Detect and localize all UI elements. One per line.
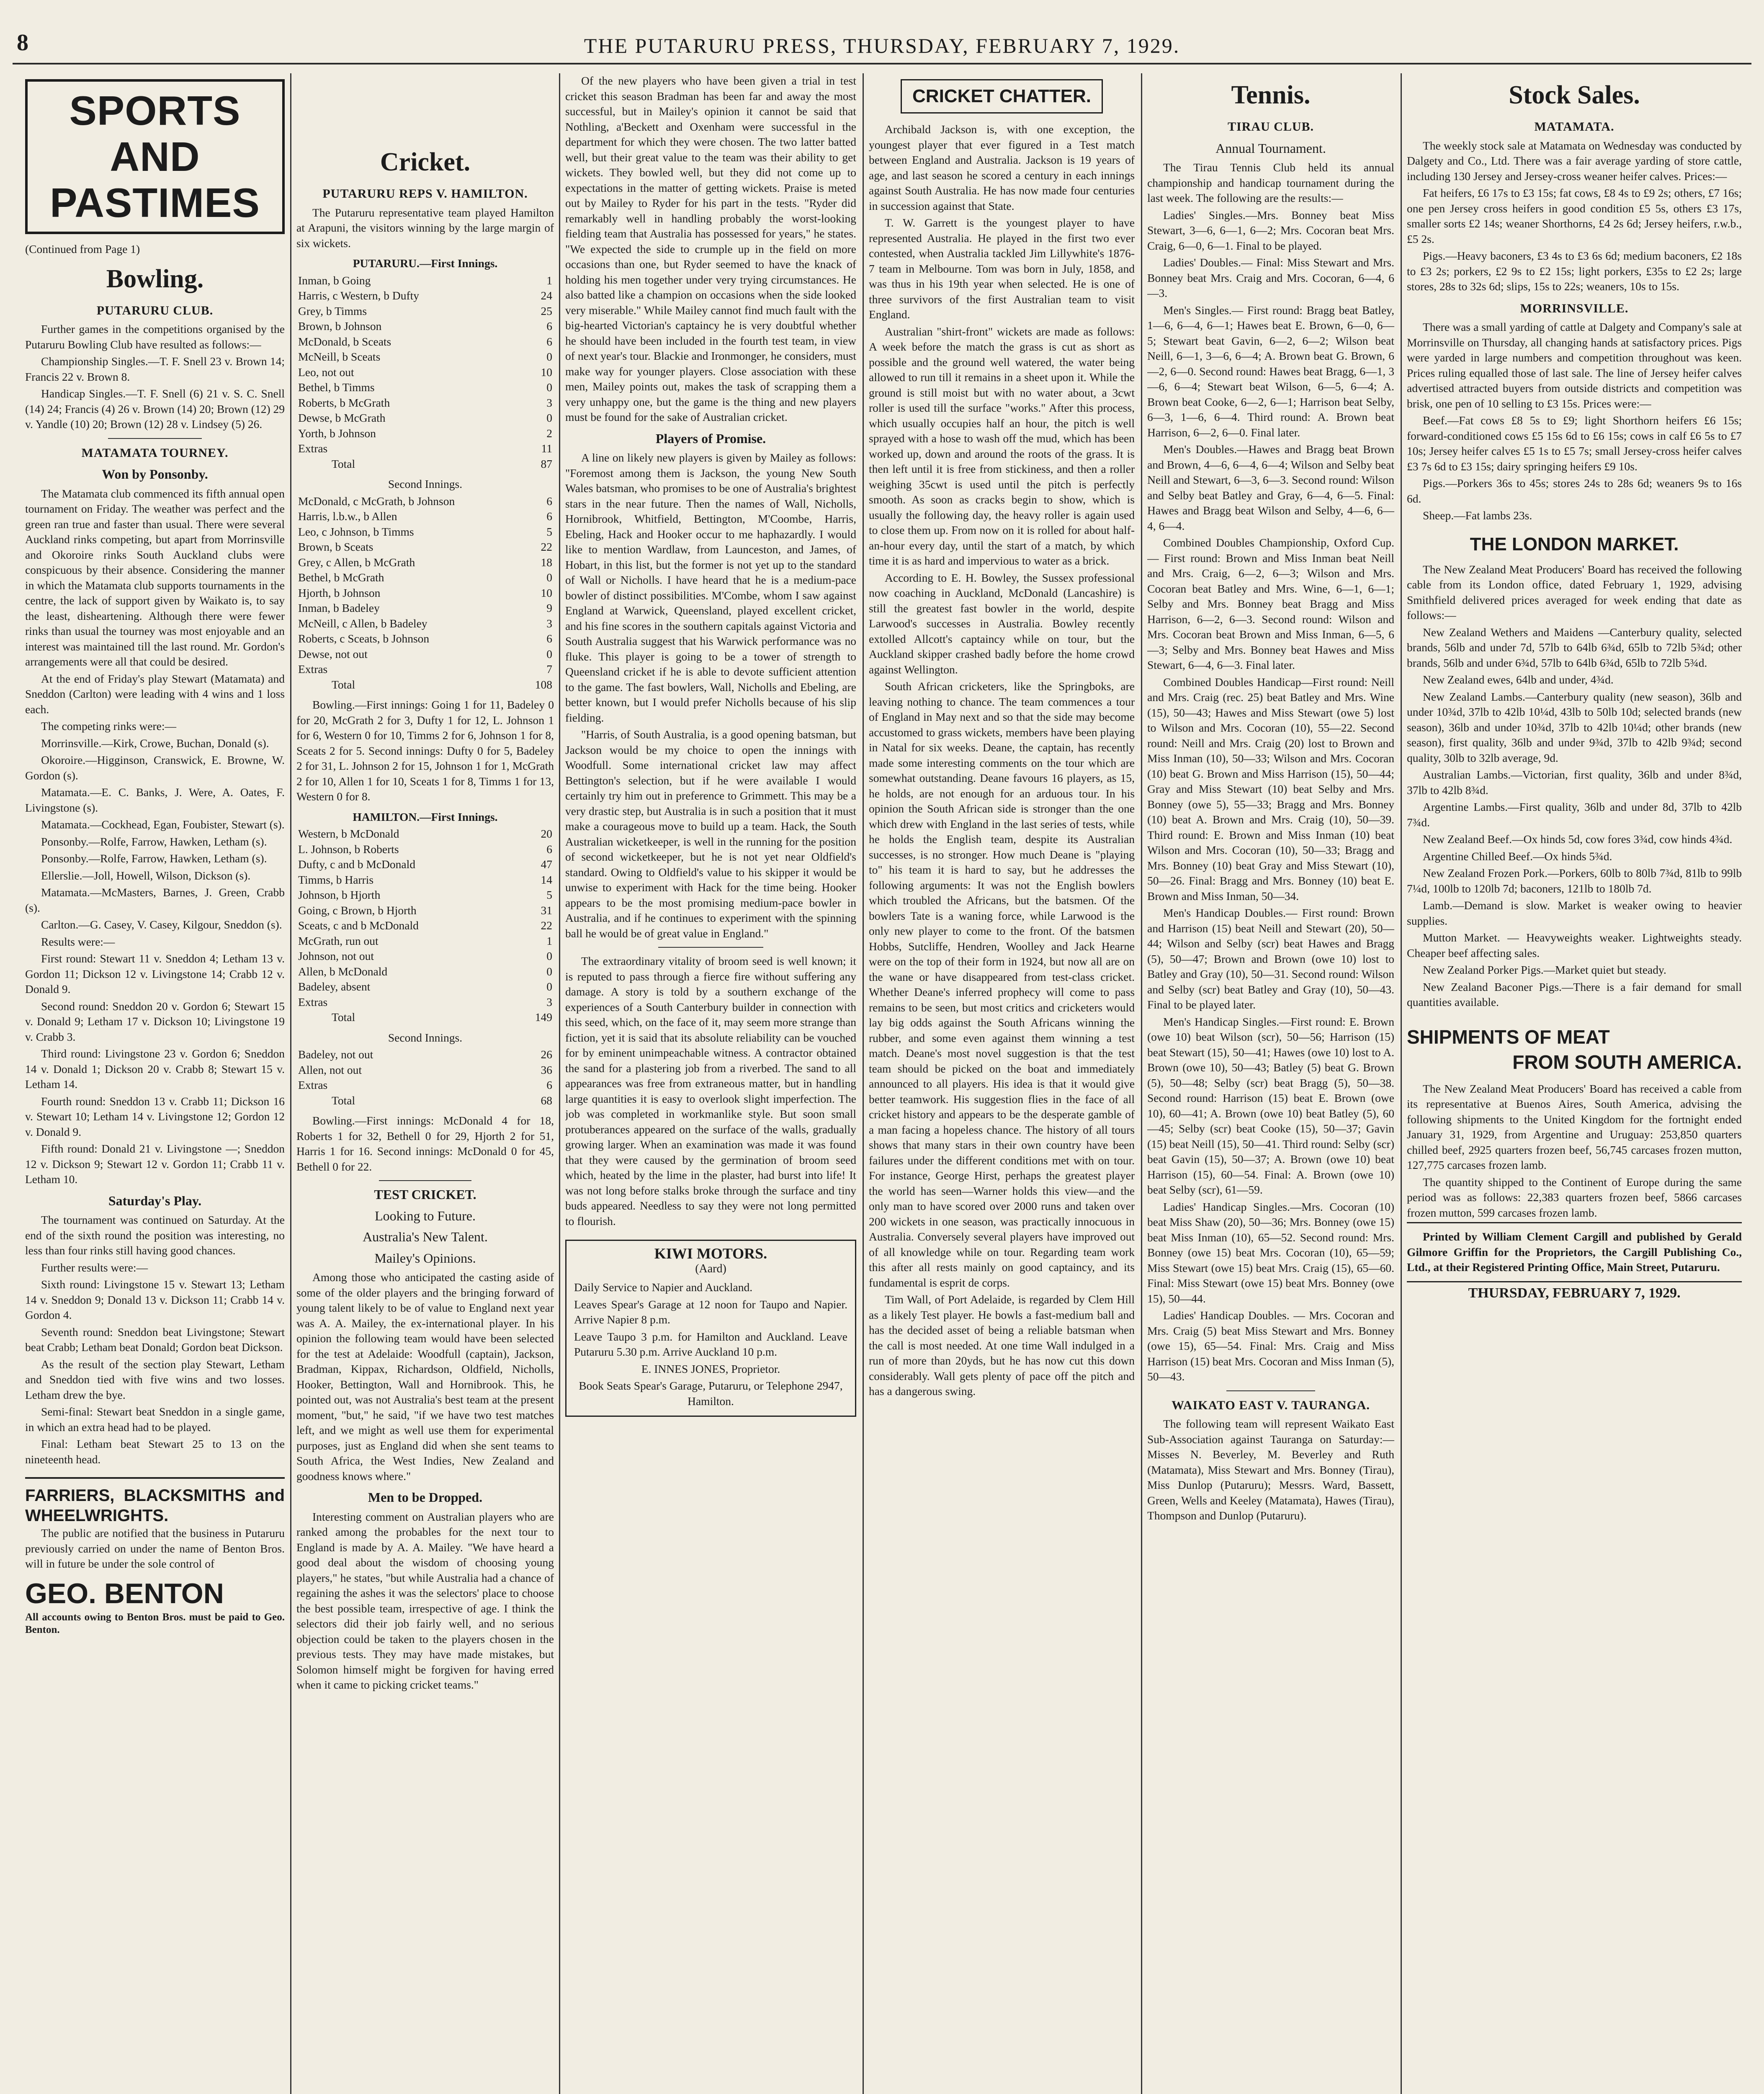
batting-row: [296, 949, 554, 964]
runs: 0: [546, 964, 552, 978]
ad-subtitle: (Aard): [695, 1262, 726, 1275]
paragraph: The extraordinary vitality of broom seed is well known; it is reputed to pass through a fierce fire without suffering any damage. A story is told by a southern exchange of the experiences of a South Canterbury builder in connection with this seed, which, on the face of it, may seem more strange than fiction, yet it is said that its absolute reliability can be vouched for by eminent unimpeachable witness. A contractor obtained the sand for a plastering job from a riverbed. The sand to all appearances was free from extraneous matter, but in handling large quantities it is easy to overlook slight imperfection. The job was completed in workmanlike style. But soon small protuberances appeared on the surface of the walls, gradually growing larger. When an examination was made it was found that they were caused by the germination of broom seed which, heated by the lime in the plaster, had burst into life! It was not long before stalks broke through the surface and tiny buds appeared. Needless to say they were not long permitted to flourish.: [565, 954, 856, 1228]
paragraph: Among those who anticipated the casting aside of some of the older players and the bringing forward of young talent likely to be of value to England next year was A. A. Mailey, the ex-international player. In his opinion the following team would have been selected for the test at Adelaide: Woodfull (captain), Jackson, Bradman, Kippax, Richardson, Oldfield, Nicholls, Hooker, Bettington, Wall and Hornibrook. This, he pointed out, was not Australia's best team at the present moment, "but," he said, "if we have two test matches left, and we might as well use them for experimental purposes, just as England did when she sent teams to South Africa, the West Indies, New Zealand and goodness knows where.": [296, 1271, 554, 1483]
paragraph: Ponsonby.—Rolfe, Farrow, Hawken, Letham (s).: [41, 852, 267, 865]
ad-line: Leave Taupo 3 p.m. for Hamilton and Auckland. Leave Putaruru 5.30 p.m. Arrive Auckland 10 p.m.: [574, 1330, 847, 1358]
subheading: Annual Tournament.: [1215, 140, 1326, 156]
paragraph: "Harris, of South Australia, is a good opening batsman, but Jackson would be my choice to open the innings with Woodfull. Some international cricket law may affect Bettington's selection, but if he were available I would certainly try him out in preference to Grimmett. This may be a very drastic step, but Australia is in such a position that it must make a courageous move to build up a team. Hack, the South Australian wicketkeeper, is well in the running for the position of second wicketkeeper, but he is not yet near Oldfield's standard. Owing to Oldfield's value to his skipper it would be unwise to experiment with Hack for the time being. Hooker appears to be the most promising medium-pace bowler in Australia, and if he continues to experiment with the spinning ball he would be of great value in England.": [565, 728, 856, 940]
runs: 6: [546, 632, 552, 645]
innings-total: Total 108: [332, 678, 552, 691]
batting-row: [296, 380, 554, 395]
batsman: Extras: [298, 995, 328, 1008]
paragraph: Further results were:—: [41, 1261, 148, 1274]
batsman: Harris, l.b.w., b Allen: [298, 510, 397, 523]
batsman: Bethel, b Timms: [298, 381, 375, 394]
batting-row: [296, 319, 554, 334]
subheading: Australia's New Talent.: [363, 1229, 488, 1244]
batsman: Sceats, c and b McDonald: [298, 919, 419, 932]
paragraph: Men's Singles.— First round: Bragg beat Batley, 1—6, 6—4, 6—1; Hawes beat E. Brown, 6—0, 6—5; Stewart beat Gavin, 6—2, 6—2; Wilson beat Neill, 6—1, 3—6, 6—4; A. Brown beat G. Brown, 6—2, 6—0. Second round: Hawes beat Bragg, 6—1, 3—6, 6—4; Stewart beat Wilson, 6—5, 6—4; A. Brown beat Cooke, 6—2, 6—1; Harrison beat Selby, 6—3, 1—6, 6—4. Third round: A. Brown beat Harrison, 6—2, 6—0. Final later.: [1147, 303, 1394, 439]
match-heading: PUTARURU REPS V. HAMILTON.: [322, 187, 528, 201]
innings-heading: HAMILTON.—First Innings.: [353, 810, 498, 823]
batting-row: [296, 872, 554, 888]
batsman: Leo, c Johnson, b Timms: [298, 525, 414, 538]
paragraph: Morrinsville.—Kirk, Crowe, Buchan, Donald (s).: [41, 736, 269, 750]
paragraph: Results were:—: [41, 935, 115, 948]
batsman: Going, c Brown, b Hjorth: [298, 903, 417, 917]
paragraph: The Putaruru representative team played Hamilton at Arapuni, the visitors winning by the large margin of six wickets.: [296, 206, 554, 250]
innings-heading: Second Innings.: [388, 1031, 463, 1044]
runs: 36: [541, 1063, 552, 1076]
runs: 0: [546, 949, 552, 962]
paragraph: The New Zealand Meat Producers' Board has received the following cable from its London office, dated February 1, 1929, advising Smithfield delivered prices averaged for week ending that date as follows:—: [1407, 562, 1742, 621]
batsman: Yorth, b Johnson: [298, 426, 376, 440]
paragraph: Combined Doubles Handicap—First round: Neill and Mrs. Craig (rec. 25) beat Batley and Mrs. Wine (15), 50—43; Hawes and Miss Stewart (owe 5) lost to Wilson and Mrs. Cocoran (10), 55—22. Second round: Neill and Mrs. Craig (20) lost to Brown and Miss Inman (10), 50—33; Wilson and Mrs. Cocoran (10) beat G. Brown and Miss Harrison (15), 50—44; Gray and Miss Stewart (10) beat Selby and Mrs. Bonney (owe 5), 55—33; Bragg and Mrs. Bonney (10) beat A. Brown and Mrs. Craig (10), 50—39. Third round: E. Brown and Miss Inman (10) beat Wilson and Mrs. Cocoran (10), 50—33; Bragg and Mrs. Bonney (10) beat Gray and Miss Stewart (10), 50—26. Final: Bragg and Mrs. Bonney (10) beat E. Brown and Miss Inman, 50—34.: [1147, 675, 1394, 903]
shipments-heading-line2: FROM SOUTH AMERICA.: [1512, 1051, 1742, 1073]
batting-row: [296, 555, 554, 570]
batting-row: [296, 365, 554, 380]
paragraph: Archibald Jackson is, with one exception, the youngest player that ever figured in a Test match between England and Australia. Jackson is 19 years of age, and last season he scored a century in each innings against South Australia. He has now made four centuries in succession against that State.: [869, 123, 1135, 212]
batting-row: [296, 539, 554, 555]
kiwi-motors-advertisement: [565, 1240, 856, 1417]
tourney-heading: MATAMATA TOURNEY.: [81, 446, 229, 460]
runs: 10: [541, 365, 552, 379]
runs: 6: [546, 1078, 552, 1091]
paragraph: New Zealand Wethers and Maidens —Canterbury quality, selected brands, 56lb and under 7d, 57lb to 64lb 6¾d, 65lb to 72lb 5¾d; other brands, 56lb and under 6¾d, 57lb to 64lb 6¾d, 65lb to 72lb 5¾d.: [1407, 625, 1742, 669]
runs: 11: [541, 442, 552, 455]
runs: 6: [546, 320, 552, 333]
batting-row: [296, 857, 554, 872]
footer-dateline: THURSDAY, FEBRUARY 7, 1929.: [1407, 1281, 1742, 1301]
batting-row: [296, 273, 554, 289]
benton-advertisement: [25, 1477, 285, 1636]
divider: [108, 438, 201, 439]
runs: 5: [546, 525, 552, 538]
runs: 6: [546, 510, 552, 523]
paragraph: First round: Stewart 11 v. Sneddon 4; Letham 13 v. Gordon 11; Dickson 12 v. Livingstone 14; Crabb 12 v. Donald 9.: [25, 952, 285, 995]
paragraph: Matamata.—Cockhead, Egan, Foubister, Stewart (s).: [41, 818, 285, 831]
batsman: Harris, c Western, b Dufty: [298, 289, 420, 302]
divider: [379, 1180, 471, 1181]
batsman: Hjorth, b Johnson: [298, 586, 381, 599]
runs: 6: [546, 494, 552, 508]
batsman: Grey, b Timms: [298, 304, 367, 317]
paragraph: Sixth round: Livingstone 15 v. Stewart 13; Letham 14 v. Sneddon 9; Donald 13 v. Dickson 11; Crabb 14 v. Gordon 4.: [25, 1278, 285, 1321]
saturday-heading: Saturday's Play.: [108, 1193, 202, 1208]
batsman: Dewse, not out: [298, 647, 368, 660]
paragraph: Third round: Livingstone 23 v. Gordon 6; Sneddon 14 v. Donald 1; Dickson 20 v. Crabb 8; Stewart 15 v. Letham 14.: [25, 1047, 285, 1091]
runs: 22: [541, 919, 552, 932]
batsman: Roberts, b McGrath: [298, 396, 390, 409]
paragraph: Lamb.—Demand is slow. Market is weaker owing to heavier supplies.: [1407, 899, 1742, 927]
runs: 1: [546, 273, 552, 287]
paragraph: New Zealand Beef.—Ox hinds 5d, cow fores 3¾d, cow hinds 4¾d.: [1423, 833, 1733, 846]
batting-row: [296, 494, 554, 509]
runs: 22: [541, 540, 552, 553]
paragraph: Matamata.—McMasters, Barnes, J. Green, Crabb (s).: [25, 886, 285, 914]
batsman: L. Johnson, b Roberts: [298, 842, 399, 856]
waikato-heading: WAIKATO EAST V. TAURANGA.: [1172, 1398, 1370, 1412]
ad-footer: All accounts owing to Benton Bros. must be paid to Geo. Benton.: [25, 1611, 285, 1635]
batting-row: [296, 842, 554, 857]
innings-heading: Second Innings.: [388, 477, 463, 490]
innings-total: Total 149: [332, 1011, 552, 1024]
club-heading: TIRAU CLUB.: [1227, 120, 1314, 134]
batsman: McNeill, c Allen, b Badeley: [298, 616, 427, 630]
ad-body: The public are notified that the business in Putaruru previously carried on under the name of Benton Bros. will in future be under the sole control of: [25, 1527, 285, 1570]
batting-row: [296, 1078, 554, 1093]
batsman: Bethel, b McGrath: [298, 571, 384, 584]
bowling-heading: Bowling.: [106, 264, 204, 293]
paragraph: The competing rinks were:—: [41, 719, 177, 732]
batsman: McNeill, b Sceats: [298, 350, 381, 363]
batting-row: [296, 918, 554, 934]
paragraph: The Matamata club commenced its fifth annual open tournament on Friday. The weather was perfect and the green ran true and faster than usual. There were several Auckland rinks competing, but apart from Morrinsville and Okoroire rinks South Auckland clubs were conspicuous by their absence. Considering the manner in which the Matamata club supports tournaments in the centre, the lack of support given by Waikato is, to say the least, disheartening. Although there were fewer rinks than usual the tourney was most enjoyable and an interest was maintained till the last round. Mr. Gordon's arrangements were all that could be desired.: [25, 487, 285, 668]
batting-row: [296, 995, 554, 1010]
paragraph: Argentine Lambs.—First quality, 36lb and under 8d, 37lb to 42lb 7¾d.: [1407, 800, 1742, 829]
runs: 3: [546, 616, 552, 630]
ad-proprietor: E. INNES JONES, Proprietor.: [641, 1362, 780, 1375]
batting-row: [296, 979, 554, 995]
paragraph: The tournament was continued on Saturday. At the end of the sixth round the position was interesting, no less than four rinks still having good chances.: [25, 1213, 285, 1257]
subheading: Players of Promise.: [655, 431, 766, 446]
ad-title: FARRIERS, BLACKSMITHS and WHEELWRIGHTS.: [25, 1486, 285, 1525]
stock-sales-heading: Stock Sales.: [1509, 81, 1640, 109]
runs: 25: [541, 304, 552, 317]
batsman: Dewse, b McGrath: [298, 411, 386, 424]
scorecard-putaruru-second: [296, 477, 554, 692]
batsman: Brown, b Sceats: [298, 540, 373, 553]
runs: 18: [541, 555, 552, 569]
batsman: McGrath, run out: [298, 934, 379, 947]
batsman: Roberts, c Sceats, b Johnson: [298, 632, 430, 645]
batting-row: [296, 662, 554, 677]
batting-row: [296, 934, 554, 949]
paragraph: Pigs.—Heavy baconers, £3 4s to £3 6s 6d; medium baconers, £2 18s to £3 2s; porkers, £2 9s to £2 15s; light porkers, £35s to £2 2s; large stores, 28s to 32s 6d; slips, 15s to 22s; weaners, 10s to 15s.: [1407, 249, 1742, 293]
subheading: Looking to Future.: [375, 1208, 476, 1223]
column-cricket-chatter: [869, 73, 1135, 2094]
batsman: McDonald, b Sceats: [298, 335, 391, 348]
paragraph: Combined Doubles Championship, Oxford Cup.— First round: Brown and Miss Inman beat Neill and Mrs. Craig, 6—2, 6—3; Wilson and Mrs. Cocoran beat Batley and Mrs. Wine, 6—1, 6—1; Selby and Mrs. Bonney beat Bragg and Miss Harrison, 6—2, 6—3. Second round: Wilson and Mrs. Cocoran beat Brown and Miss Inman, 6—5, 6—3; Selby and Mrs. Bonney beat Hawes and Miss Stewart, 6—4, 6—3. Final later.: [1147, 536, 1394, 671]
batsman: Western, b McDonald: [298, 827, 399, 840]
paragraph: The New Zealand Meat Producers' Board has received a cable from its representative at Buenos Aires, South America, advising the following shipments to the United Kingdom for the fortnight ended January 31, 1929, from Argentine and Uruguay: 253,850 quarters chilled beef, 2925 quarters frozen beef, 56,745 carcases frozen mutton, 127,775 carcases frozen lamb.: [1407, 1082, 1742, 1171]
paragraph: Second round: Sneddon 20 v. Gordon 6; Stewart 15 v. Donald 9; Letham 17 v. Dickson 10; Livingstone 19 v. Crabb 3.: [25, 999, 285, 1043]
paragraph: Men's Doubles.—Hawes and Bragg beat Brown and Brown, 4—6, 6—4, 6—4; Wilson and Selby beat Neill and Stewart, 6—3, 6—3. Second round: Wilson and Selby beat Batley and Gray, 6—4, 6—5. Final: Hawes and Bragg beat Wilson and Selby, 4—6, 6—4, 6—4.: [1147, 443, 1394, 532]
runs: 3: [546, 995, 552, 1008]
ad-line: Book Seats Spear's Garage, Putaruru, or Telephone 2947, Hamilton.: [579, 1379, 843, 1408]
batting-row: [296, 1047, 554, 1062]
paragraph: Ponsonby.—Rolfe, Farrow, Hawken, Letham (s).: [41, 835, 267, 848]
innings-heading: PUTARURU.—First Innings.: [353, 257, 498, 270]
paragraph: The following team will represent Waikato East Sub-Association against Tauranga on Saturday:— Misses N. Beverley, M. Beverley and Ruth (Matamata), Miss Stewart and Mrs. Bonney (Tirau), Miss Dunlop (Putaruru); Messrs. Ward, Bassett, Green, Wells and Keeley (Matamata), Hawes (Tirau), Thompson and Dunlop (Putaruru).: [1147, 1417, 1394, 1522]
runs: 6: [546, 842, 552, 856]
paragraph: New Zealand Porker Pigs.—Market quiet but steady.: [1423, 963, 1666, 976]
batting-row: [296, 647, 554, 662]
runs: 31: [541, 903, 552, 917]
runs: 7: [546, 663, 552, 676]
tourney-subheading: Won by Ponsonby.: [102, 467, 208, 482]
batsman: Leo, not out: [298, 365, 354, 379]
paragraph: New Zealand Baconer Pigs.—There is a fair demand for small quantities available.: [1407, 980, 1742, 1008]
morrinsville-heading: MORRINSVILLE.: [1520, 301, 1629, 315]
divider: [1226, 1390, 1315, 1391]
batting-row: [296, 616, 554, 632]
masthead: [13, 17, 1751, 64]
paragraph: Seventh round: Sneddon beat Livingstone; Stewart beat Crabb; Letham beat Donald; Gordon beat Dickson.: [25, 1325, 285, 1354]
paragraph: According to E. H. Bowley, the Sussex professional now coaching in Auckland, McDonald (Lancashire) is still the greatest fast bowler in the world, despite Larwood's successes in Australia. Bowley recently extolled Allcott's captaincy while on tour, but the Auckland skipper crashed badly before the home crowd against Wellington.: [869, 571, 1135, 676]
ad-line: Daily Service to Napier and Auckland.: [574, 1281, 753, 1294]
runs: 0: [546, 647, 552, 660]
paragraph: Carlton.—G. Casey, V. Casey, Kilgour, Sneddon (s).: [41, 918, 282, 931]
batting-row: [296, 349, 554, 365]
column-stock-sales: [1407, 73, 1742, 2094]
paragraph: Australian "shirt-front" wickets are made as follows: A week before the match the grass is cut as short as possible and the ground well watered, the water being allowed to run till it remains in a sheet upon it. While the ground is still moist but with no water about, a 3cwt roller is used till the surface "works." After this process, which usually occupies half an hour, the pitch is well sprayed with a hose to wash off the mud, which has been worked up, down and around the roots of the grass. It is then left until it is free from stickiness, and then a roller weighing 35cwt is used until the pitch is perfectly smooth. As soon as cracks begin to show, which is usually the following day, the heavy roller is again used to close them up. From now on it is rolled for about half-an-hour every day, until the start of a match, by which time it is as hard and impervious to water as a brick.: [869, 325, 1135, 567]
paragraph: Fourth round: Sneddon 13 v. Crabb 11; Dickson 16 v. Stewart 10; Letham 14 v. Livingstone 12; Gordon 12 v. Donald 9.: [25, 1094, 285, 1138]
runs: 24: [541, 289, 552, 302]
batting-row: [296, 903, 554, 918]
ad-name: GEO. BENTON: [25, 1577, 224, 1609]
paragraph: There was a small yarding of cattle at Dalgety and Company's sale at Morrinsville on Thursday, all changing hands at satisfactory prices. Pigs were yarded in large numbers and competition throughout was keen. Prices ruling equalled those of last sale. The line of Jersey heifer calves advertised attracted buyers from outside districts and competition was brisk, one pen of 10 selling to £3 15s. Prices were:—: [1407, 320, 1742, 410]
paragraph: Semi-final: Stewart beat Sneddon in a single game, in which an extra head had to be played.: [25, 1405, 285, 1434]
runs: 10: [541, 586, 552, 599]
runs: 0: [546, 411, 552, 424]
paragraph: Matamata.—E. C. Banks, J. Were, A. Oates, F. Livingstone (s).: [25, 786, 285, 814]
batsman: Extras: [298, 1078, 328, 1091]
column-test-cricket: [565, 73, 856, 2094]
runs: 1: [546, 934, 552, 947]
paragraph: Mutton Market. — Heavyweights weaker. Lightweights steady. Cheaper beef affecting sales.: [1407, 931, 1742, 959]
paragraph: The weekly stock sale at Matamata on Wednesday was conducted by Dalgety and Co., Ltd. There was a fair average yarding of store cattle, including 130 Jersey and Jersey-cross weaner heifer calves. Prices:—: [1407, 139, 1742, 183]
ad-line: Leaves Spear's Garage at 12 noon for Taupo and Napier. Arrive Napier 8 p.m.: [574, 1297, 847, 1326]
divider: [658, 947, 763, 948]
paragraph: Men's Handicap Singles.—First round: E. Brown (owe 10) beat Wilson (scr), 50—56; Harrison (15) beat Stewart (15), 50—41; Hawes (owe 10) lost to A. Brown (owe 10), 50—43; Batley (5) beat G. Brown (5), 50—48; Selby (scr) beat Bragg (5), 50—38. Second round: Harrison (15) beat E. Brown (owe 10), 60—41; A. Brown (owe 10) beat Batley (5), 60—45; Selby (scr) beat Cooke (15), 50—37; Gavin (15) beat Neill (15), 50—41. Third round: Selby (scr) beat Gavin (15), 50—37; A. Brown (owe 10) beat Harrison (15), 60—54. Final: A. Brown (owe 10) beat Selby (scr), 61—59.: [1147, 1015, 1394, 1196]
scorecard-putaruru-first: [296, 256, 554, 472]
paragraph: New Zealand ewes, 64lb and under, 4¾d.: [1423, 673, 1614, 686]
runs: 26: [541, 1048, 552, 1061]
cricket-heading: Cricket.: [380, 148, 471, 176]
paragraph: Of the new players who have been given a trial in test cricket this season Bradman has been far and away the most successful, but in Mailey's opinion it cannot be said that Nothling, a'Beckett and Oxenham were successful in the department for which they were chosen. The two latter batted well, but their great value to the team was their ability to get wickets. They bowled well, but they did not come up to expectations in the matter of getting wickets. Praise is meted out by Mailey to Ryder for his part in the tests. "Ryder did remarkably well in handling probably the worst-looking fielding team that Australia has possessed for years," he states. "We expected the side to crumple up in the field on more occasions than one, but Ryder seemed to have the knack of holding his men together under very trying circumstances. He also batted like a champion on occasions when the side looked very miserable." While Mailey cannot find much fault with the big-hearted Victorian's captaincy he is very doubtful whether he should have been included in the fourth test team, in view of next year's tour. Blackie and Ironmonger, he considers, must make way for younger players. Close association with these men, Mailey points out, makes the task of scrapping them a very unhappy one, but the game is the thing and new players must be found for the sake of Australian cricket.: [565, 74, 856, 423]
batting-row: [296, 524, 554, 540]
paragraph: Tim Wall, of Port Adelaide, is regarded by Clem Hill as a likely Test player. He bowls a fast-medium ball and has the decided asset of being a reliable batsman when the call is most needed. At one time Wall indulged in a run of more than 20yds, but he has now cut this down considerably. Wall gets plenty of pace off the pitch and has a dangerous swing.: [869, 1293, 1135, 1398]
runs: 3: [546, 396, 552, 409]
column-rule: [559, 73, 560, 2094]
paragraph: Ladies' Handicap Doubles. — Mrs. Cocoran and Mrs. Craig (5) beat Miss Stewart and Mrs. Bonney (owe 15), 65—54. Final: Mrs. Craig and Miss Harrison (15) beat Mrs. Cocoran and Miss Inman (5), 50—43.: [1147, 1309, 1394, 1383]
batsman: Extras: [298, 442, 328, 455]
paragraph: New Zealand Frozen Pork.—Porkers, 60lb to 80lb 7¾d, 81lb to 99lb 7¼d, 100lb to 120lb 7d; baconers, 121lb to 180lb 7d.: [1407, 866, 1742, 895]
batsman: Extras: [298, 663, 328, 676]
paragraph: Championship Singles.—T. F. Snell 23 v. Brown 14; Francis 22 v. Brown 8.: [25, 355, 285, 383]
batsman: Inman, b Going: [298, 273, 371, 287]
batting-row: [296, 304, 554, 319]
batsman: Allen, not out: [298, 1063, 362, 1076]
paragraph: Okoroire.—Higginson, Cranswick, E. Browne, W. Gordon (s).: [25, 753, 285, 782]
batsman: Timms, b Harris: [298, 873, 374, 886]
innings-total: Total 87: [332, 457, 552, 470]
batting-row: [296, 441, 554, 456]
scorecard-hamilton-first: [296, 810, 554, 1025]
paragraph: Men's Handicap Doubles.— First round: Brown and Harrison (15) beat Neill and Stewart (20), 50—44; Wilson and Selby (scr) beat Hawes and Bragg (5), 50—47; Brown and Brown (owe 10) lost to Batley and Gray (10), 50—31. Second round: Wilson and Selby (scr) beat Batley and Gray (10), 50—43. Final to be played later.: [1147, 906, 1394, 1011]
column-tennis: [1147, 73, 1394, 2094]
innings-total: Total 68: [332, 1093, 552, 1107]
batting-row: [296, 334, 554, 350]
batting-row: [296, 601, 554, 616]
batting-row: [296, 288, 554, 304]
paragraph: Final: Letham beat Stewart 25 to 13 on the nineteenth head.: [25, 1437, 285, 1466]
batting-row: [296, 509, 554, 524]
tennis-heading: Tennis.: [1231, 81, 1311, 109]
scorecard-hamilton-second: [296, 1030, 554, 1109]
printer-imprint: Printed by William Clement Cargill and published by Gerald Gilmore Griffin for the Proprietors, the Cargill Publishing Co., Ltd., at their Registered Printing Office, Main Street, Putaruru.: [1407, 1222, 1742, 1275]
batsman: Grey, c Allen, b McGrath: [298, 555, 415, 569]
runs: 0: [546, 381, 552, 394]
test-cricket-heading: TEST CRICKET.: [374, 1187, 476, 1202]
shipments-heading: SHIPMENTS OF MEAT: [1407, 1026, 1610, 1048]
paragraph: Ladies' Singles.—Mrs. Bonney beat Miss Stewart, 3—6, 6—1, 6—2; Mrs. Cocoran beat Mrs. Craig, 6—0, 6—1. Final to be played.: [1147, 208, 1394, 252]
column-rule: [1141, 73, 1142, 2094]
column-cricket: [296, 73, 554, 2094]
runs: 5: [546, 888, 552, 901]
batting-row: [296, 426, 554, 441]
paragraph: South African cricketers, like the Springboks, are leaving nothing to chance. The team commences a tour of England in May next and so that the side may become accustomed to grass wickets, members have been playing in Natal for six weeks. Deane, the captain, has recently made some interesting comments on the tour which are somewhat outstanding. Deane favours 16 players, as 15, he holds, are not enough for an arduous tour. In his opinion the South African side is stronger than the one which drew with England in the last series of tests, while he holds the English team, despite its Australian successes, is no stronger. How much Deane is "playing to" his team it is hard to say, but he addresses the following arguments: It was not the English bowlers which troubled the Africans, but the batsmen. Of the bowlers Tate is a waning force, while Larwood is the only new player to come to the front. Of the batsmen Hobbs, Sutcliffe, Hendren, Woolley and Jack Hearne were on the top of their form in 1924, but now all are on the wane or have disappeared from test-class cricket. Whether Deane's inferred prophecy will come to pass remains to be seen, but most critics and cricketers would lay big odds against the South Africans winning the rubber, and some even against them winning a test match. Deane's most novel suggestion is that the test team should be picked on the boat and immediately announced to all players. His idea is that it would give better teamwork. His suggestion flies in the face of all cricket history and appears to be the desperate gamble of a man facing a hopeless chance. The history of all tours shows that many stars in their own country have been failures under the different conditions met with on tour. For instance, George Hirst, perhaps the greatest player the world has seen—Warner holds this view—and the only man to have scored over 2000 runs and taken over 200 wickets in one season, was practically innocuous in Australia. Conversely several players have improved out of all knowledge while on tour. Regarding team work this after all rests mainly on good captaincy, and its fundamental is esprit de corps.: [869, 680, 1135, 1289]
batting-row: [296, 887, 554, 903]
paragraph: New Zealand Lambs.—Canterbury quality (new season), 36lb and under 10¾d, 37lb to 42lb 10¼d, 43lb to 50lb 10d; selected brands (new season), 36lb and under 10¾d, 37lb to 42lb 10¼d; other brands (new season), first quality, 36lb and under 9¾d, 37lb to 42lb 9¾d; second quality, 30lb to 32lb average, 9d.: [1407, 690, 1742, 764]
section-heading-sports: SPORTS AND PASTIMES: [25, 79, 285, 234]
batting-row: [296, 570, 554, 585]
continued-note: (Continued from Page 1): [25, 242, 140, 255]
column-rule: [1401, 73, 1402, 2094]
paragraph: Ladies' Handicap Singles.—Mrs. Cocoran (10) beat Miss Shaw (20), 50—36; Mrs. Bonney (owe 15) beat Miss Inman (10), 65—52. Second round: Mrs. Bonney (owe 15) beat Mrs. Cocoran (10), 65—59; Miss Stewart (owe 15) beat Mrs. Craig (15), 65—60. Final: Miss Stewart (owe 15) beat Mrs. Bonney (owe 15), 50—44.: [1147, 1200, 1394, 1305]
bowling-figures: Bowling.—First innings: McDonald 4 for 18, Roberts 1 for 32, Bethell 0 for 29, Hjorth 2 for 51, Harris 1 for 16. Second innings: McDonald 0 for 45, Bethell 0 for 22.: [296, 1114, 554, 1173]
runs: 20: [541, 827, 552, 840]
runs: 0: [546, 571, 552, 584]
matamata-heading: MATAMATA.: [1534, 120, 1615, 134]
paragraph: Ellerslie.—Joll, Howell, Wilson, Dickson (s).: [41, 869, 251, 882]
batting-row: [296, 395, 554, 411]
column-bowling: [25, 73, 285, 2094]
paragraph: At the end of Friday's play Stewart (Matamata) and Sneddon (Carlton) were leading with 4 wins and 1 loss each.: [25, 672, 285, 716]
paragraph: A line on likely new players is given by Mailey as follows: "Foremost among them is Jackson, the young New South Wales batsman, who promises to be one of Australia's brightest stars in the near future. Then the names of Wall, Nicholls, Hornibrook, Whitfield, Bettington, M'Coombe, Harris, Ebeling, Hack and Hooker occur to me haphazardly. I would like to mention Wardlaw, from Launceston, and James, of Hobart, in this list, but the former is not yet up to the standard of Wall or Nicholls. I have heard that he is a medium-pace bowler of distinct possibilities. M'Combe, whom I saw against England at Warwick, Queensland, played excellent cricket, and his fine scores in the southern capitals against Victoria and South Australia suggest that his Warwick performance was no fluke. This player is going to be a tower of strength to Queensland cricket if he is able to devote sufficient attention to the game. The fast bowlers, Wall, Nicholls and Ebeling, are better known, but I would prefer Nicholls because of his slip fielding.: [565, 451, 856, 724]
paragraph: The Tirau Tennis Club held its annual championship and handicap tournament during the last week. The following are the results:—: [1147, 161, 1394, 204]
batsman: Allen, b McDonald: [298, 964, 388, 978]
batting-row: [296, 1062, 554, 1078]
batting-row: [296, 964, 554, 980]
paragraph: Fat heifers, £6 17s to £3 15s; fat cows, £8 4s to £9 2s; others, £7 16s; one pen Jersey cross heifers in good condition £5 5s, others £3 17s, smaller sorts £2 14s; weaner Shorthorns, £4 2s 6d; Jersey heifers, r.w.b., £5 2s.: [1407, 186, 1742, 245]
newspaper-title: THE PUTARURU PRESS, THURSDAY, FEBRUARY 7, 1929.: [584, 34, 1180, 57]
batting-row: [296, 410, 554, 426]
batting-row: [296, 585, 554, 601]
batsman: Badeley, absent: [298, 980, 371, 993]
batting-row: [296, 631, 554, 647]
ad-title: KIWI MOTORS.: [654, 1245, 767, 1262]
paragraph: Further games in the competitions organised by the Putaruru Bowling Club have resulted as follows:—: [25, 322, 285, 351]
column-rule: [290, 73, 291, 2094]
runs: 6: [546, 335, 552, 348]
paragraph: Australian Lambs.—Victorian, first quality, 36lb and under 8¾d, 37lb to 42lb 8¾d.: [1407, 768, 1742, 797]
cricket-chatter-heading: CRICKET CHATTER.: [901, 79, 1103, 113]
column-rule: [863, 73, 864, 2094]
paragraph: As the result of the section play Stewart, Letham and Sneddon tied with five wins and two losses. Letham drew the bye.: [25, 1357, 285, 1401]
paragraph: T. W. Garrett is the youngest player to have represented Australia. He played in the first two ever contested, when Australia tackled Jim Lillywhite's 1876-7 team in Melbourne. Tom was born in July, 1858, and was thus in his 19th year when selected. He is one of three survivors of the first Australian team to visit England.: [869, 216, 1135, 321]
paragraph: Fifth round: Donald 21 v. Livingstone —; Sneddon 12 v. Dickson 9; Stewart 12 v. Gordon 11; Crabb 11 v. Letham 10.: [25, 1142, 285, 1186]
runs: 0: [546, 350, 552, 363]
subheading: Men to be Dropped.: [368, 1490, 483, 1505]
london-market-heading: THE LONDON MARKET.: [1470, 534, 1679, 554]
runs: 0: [546, 980, 552, 993]
batsman: Brown, b Johnson: [298, 320, 382, 333]
paragraph: Pigs.—Porkers 36s to 45s; stores 24s to 28s 6d; weaners 9s to 16s 6d.: [1407, 477, 1742, 505]
batsman: Badeley, not out: [298, 1048, 373, 1061]
paragraph: Argentine Chilled Beef.—Ox hinds 5¾d.: [1423, 849, 1612, 863]
batsman: Inman, b Badeley: [298, 601, 380, 614]
paragraph: Ladies' Doubles.— Final: Miss Stewart and Mrs. Bonney beat Mrs. Craig and Mrs. Cocoran, 6—4, 6—3.: [1147, 256, 1394, 299]
runs: 9: [546, 601, 552, 614]
paragraph: Interesting comment on Australian players who are ranked among the probables for the next tour to England is made by A. A. Mailey. "We have heard a good deal about the wisdom of choosing young players," he states, "but while Australia had a chance of regaining the ashes it was the selectors' place to choose the best possible team, irrespective of age. I think the selectors did their job fairly well, and no serious objection could be taken to the players chosen in the previous tests. They may have made mistakes, but Solomon himself might be forgiven for having erred when it came to picking cricket teams.": [296, 1510, 554, 1691]
batsman: Johnson, not out: [298, 949, 374, 962]
page-number: 8: [17, 30, 28, 56]
paragraph: Beef.—Fat cows £8 5s to £9; light Shorthorn heifers £6 15s; forward-conditioned cows £5 15s 6d to £6 15s; cows in calf £6 5s to £7 10s; Jersey heifer calves £5 1s to £5 7s; small Jersey-cross heifer calves £3 7s 6d to £3 15s; dairy springing heifers £9 10s.: [1407, 414, 1742, 473]
batsman: Dufty, c and b McDonald: [298, 858, 416, 871]
batsman: Johnson, b Hjorth: [298, 888, 381, 901]
paragraph: Handicap Singles.—T. F. Snell (6) 21 v. S. C. Snell (14) 24; Francis (4) 26 v. Brown (14) 20; Brown (12) 29 v. Yandle (10) 20; Brown (12) 28 v. Lindsey (5) 26.: [25, 387, 285, 431]
bowling-figures: Bowling.—First innings: Going 1 for 11, Badeley 0 for 20, McGrath 2 for 3, Dufty 1 for 12, L. Johnson 1 for 6, Western 0 for 10, Timms 2 for 6, Johnson 1 for 8, Sceats 2 for 5. Second innings: Dufty 0 for 5, Badeley 2 for 31, L. Johnson 2 for 15, Johnson 1 for 1, McGrath 2 for 10, Allen 1 for 10, Sceats 1 for 8, Timms 1 for 13, Western 0 for 8.: [296, 698, 554, 803]
paragraph: The quantity shipped to the Continent of Europe during the same period was as follows: 22,383 quarters frozen beef, 5866 carcases frozen mutton, 599 carcases frozen lamb.: [1407, 1175, 1742, 1219]
runs: 2: [546, 426, 552, 440]
runs: 47: [541, 858, 552, 871]
runs: 14: [541, 873, 552, 886]
club-heading: PUTARURU CLUB.: [96, 303, 214, 317]
subheading: Mailey's Opinions.: [374, 1250, 476, 1266]
paragraph: Sheep.—Fat lambs 23s.: [1423, 509, 1532, 522]
batsman: McDonald, c McGrath, b Johnson: [298, 494, 455, 508]
batting-row: [296, 826, 554, 842]
